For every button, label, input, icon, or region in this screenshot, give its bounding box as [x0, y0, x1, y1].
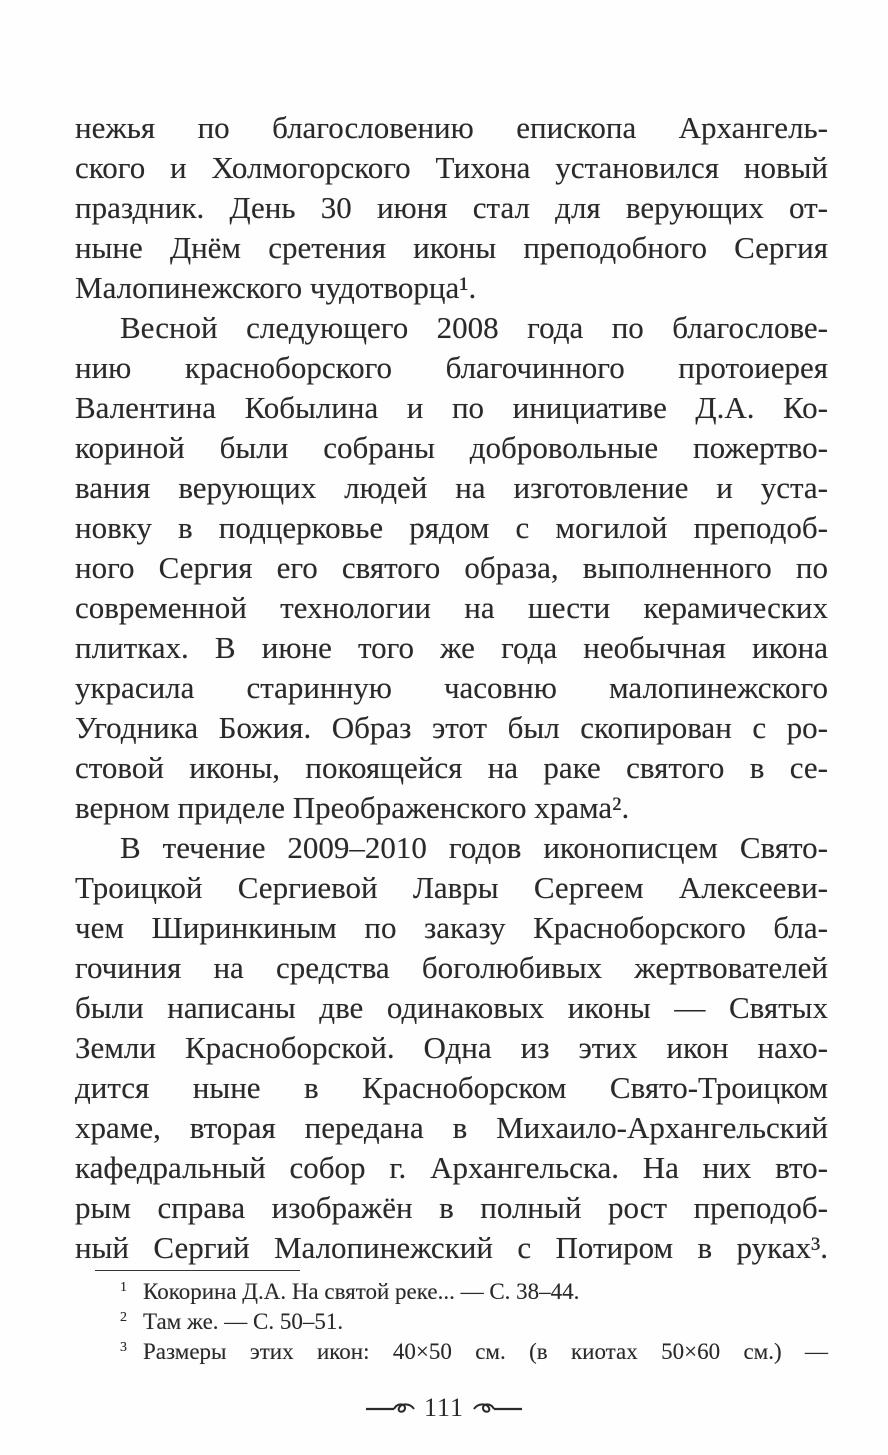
body-line: Троицкой Сергиевой Лавры Сергеем Алексееви-: [75, 870, 828, 905]
body-line: стовой иконы, покоящейся на раке святого в се-: [75, 750, 828, 785]
paragraph: [75, 108, 828, 308]
body-line: храме, вторая передана в Михаило-Архангельский: [75, 1110, 828, 1145]
body-text: [75, 108, 828, 1268]
body-line: дится ныне в Красноборском Свято-Троицком: [75, 1070, 828, 1105]
body-line: плитках. В июне того же года необычная икона: [75, 630, 828, 665]
body-line: праздник. День 30 июня стал для верующих от-: [75, 190, 828, 225]
footnote-mark: 3: [120, 1340, 127, 1355]
body-line: рым справа изображён в полный рост преподоб-: [75, 1190, 828, 1225]
body-line: нию красноборского благочинного протоиерея: [75, 350, 828, 385]
body-line: гочиния на средства боголюбивых жертвователей: [75, 950, 828, 985]
body-line: украсила старинную часовню малопинежского: [75, 670, 828, 705]
body-line: ныне Днём сретения иконы преподобного Сергия: [75, 230, 828, 265]
body-line: нежья по благословению епископа Архангель-: [75, 110, 828, 145]
footnote-divider: [95, 1270, 300, 1271]
body-line: современной технологии на шести керамических: [75, 590, 828, 625]
body-line: кафедральный собор г. Архангельска. На них вто-: [75, 1150, 828, 1185]
left-ornament-icon: [364, 1398, 416, 1418]
body-line: ского и Холмогорского Тихона установился новый: [75, 150, 828, 185]
footnote-text: Размеры этих икон: 40×50 см. (в киотах 50×60 см.) —: [143, 1339, 828, 1364]
page-number-value: 111: [423, 1393, 465, 1422]
footnote-mark: 1: [120, 1280, 127, 1295]
body-line: новку в подцерковье рядом с могилой преподоб-: [75, 510, 828, 545]
body-line: чем Ширинкиным по заказу Красноборского бла-: [75, 910, 828, 945]
footnote-text: Там же. — С. 50–51.: [143, 1309, 344, 1334]
body-line: Земли Красноборской. Одна из этих икон нахо-: [75, 1030, 828, 1065]
body-line: Малопинежского чудотворца¹.: [75, 270, 477, 305]
body-line: Угодника Божия. Образ этот был скопирован с ро-: [75, 710, 828, 745]
paragraph: [75, 308, 828, 828]
footnote: [120, 1307, 828, 1337]
body-line: Весной следующего 2008 года по благослове-: [120, 310, 828, 345]
body-line: В течение 2009–2010 годов иконописцем Свято-: [120, 830, 828, 865]
body-line: ный Сергий Малопинежский с Потиром в руках³.: [75, 1230, 828, 1265]
body-line: были написаны две одинаковых иконы — Святых: [75, 990, 828, 1025]
page-number: [0, 1392, 888, 1424]
paragraph: [75, 828, 828, 1268]
footnote-mark: 2: [120, 1310, 127, 1325]
footnote: [120, 1277, 828, 1307]
right-ornament-icon: [472, 1398, 524, 1418]
footnote-text: Кокорина Д.А. На святой реке... — С. 38–44.: [143, 1279, 580, 1304]
body-line: вания верующих людей на изготовление и уста-: [75, 470, 828, 505]
body-line: ного Сергия его святого образа, выполненного по: [75, 550, 828, 585]
body-line: верном приделе Преображенского храма².: [75, 790, 630, 825]
footnotes: [120, 1277, 828, 1367]
body-line: Валентина Кобылина и по инициативе Д.А. Ко-: [75, 390, 828, 425]
footnote: [120, 1337, 828, 1367]
body-line: кориной были собраны добровольные пожертво-: [75, 430, 828, 465]
